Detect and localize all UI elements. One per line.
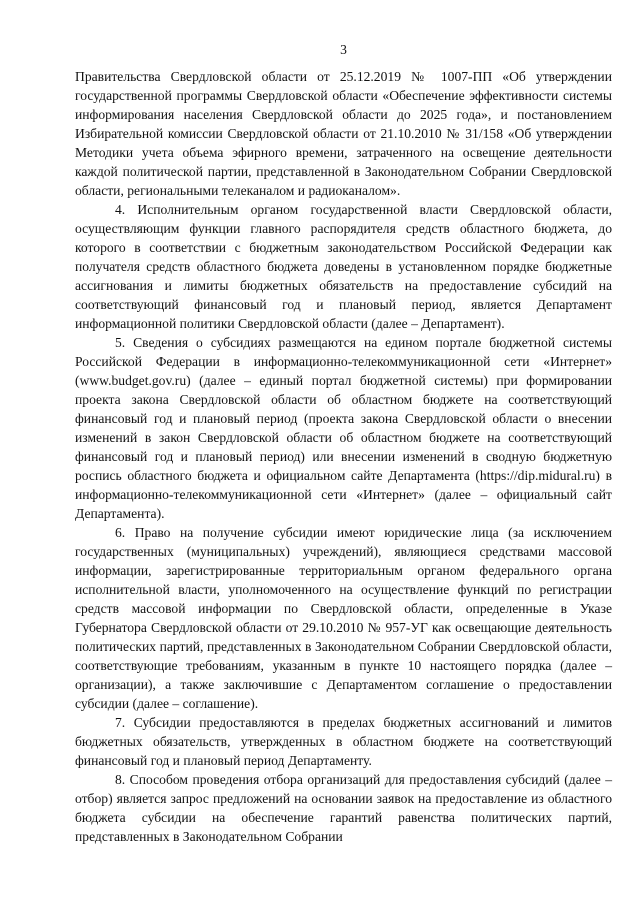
- paragraph-7: 7. Субсидии предоставляются в пределах бюджетных ассигнований и лимитов бюджетных обязательств, утвержденных в областном бюджете на соответствующий финансовый год и плановый период Департаменту.: [75, 715, 612, 768]
- paragraph-8: 8. Способом проведения отбора организаций для предоставления субсидий (далее – отбор) является запрос предложений на основании заявок на предоставление из областного бюджета субсидии на обеспечение гарантий равенства политических партий, представленных в Законодательном Собрании: [75, 772, 612, 844]
- paragraph-4: 4. Исполнительным органом государственной власти Свердловской области, осуществляющим функции главного распорядителя средств областного бюджета, до которого в соответствии с бюджетным законодательством Российской Федерации как получателя средств областного бюджета доведены в установленном порядке бюджетные ассигнования и лимиты бюджетных обязательств на предоставление субсидий на соответствующий финансовый год и плановый период, является Департамент информационной политики Свердловской области (далее – Департамент).: [75, 202, 612, 331]
- document-page: [75, 40, 612, 846]
- paragraph-continuation: Правительства Свердловской области от 25.12.2019 № 1007-ПП «Об утверждении государственной программы Свердловской области «Обеспечение эффективности системы информирования населения Свердловской области до 2025 года», и постановлением Избирательной комиссии Свердловской области от 21.10.2010 № 31/158 «Об утверждении Методики учета объема эфирного времени, затраченного на освещение деятельности каждой политической партии, представленной в Законодательном Собрании Свердловской области, региональными телеканалом и радиоканалом».: [75, 69, 612, 198]
- page-number: 3: [340, 42, 347, 57]
- paragraph-6: 6. Право на получение субсидии имеют юридические лица (за исключением государственных (муниципальных) учреждений), являющиеся средствами массовой информации, зарегистрированные территориальным органом федерального органа исполнительной власти, уполномоченного на осуществление функций по регистрации средств массовой информации по Свердловской области, определенные в Указе Губернатора Свердловской области от 29.10.2010 № 957-УГ как освещающие деятельность политических партий, представленных в Законодательном Собрании Свердловской области, соответствующие требованиям, указанным в пункте 10 настоящего порядка (далее – организации), а также заключившие с Департаментом соглашение о предоставлении субсидии (далее – соглашение).: [75, 525, 612, 711]
- paragraph-5: 5. Сведения о субсидиях размещаются на едином портале бюджетной системы Российской Федерации в информационно-телекоммуникационной сети «Интернет» (www.budget.gov.ru) (далее – единый портал бюджетной системы) при формировании проекта закона Свердловской области об областном бюджете на соответствующий финансовый год и плановый период (проекта закона Свердловской области о внесении изменений в закон Свердловской области об областном бюджете на соответствующий финансовый год и плановый период) или внесении изменений в сводную бюджетную роспись областного бюджета и официальном сайте Департамента (https://dip.midural.ru) в информационно-телекоммуникационной сети «Интернет» (далее – официальный сайт Департамента).: [75, 335, 612, 521]
